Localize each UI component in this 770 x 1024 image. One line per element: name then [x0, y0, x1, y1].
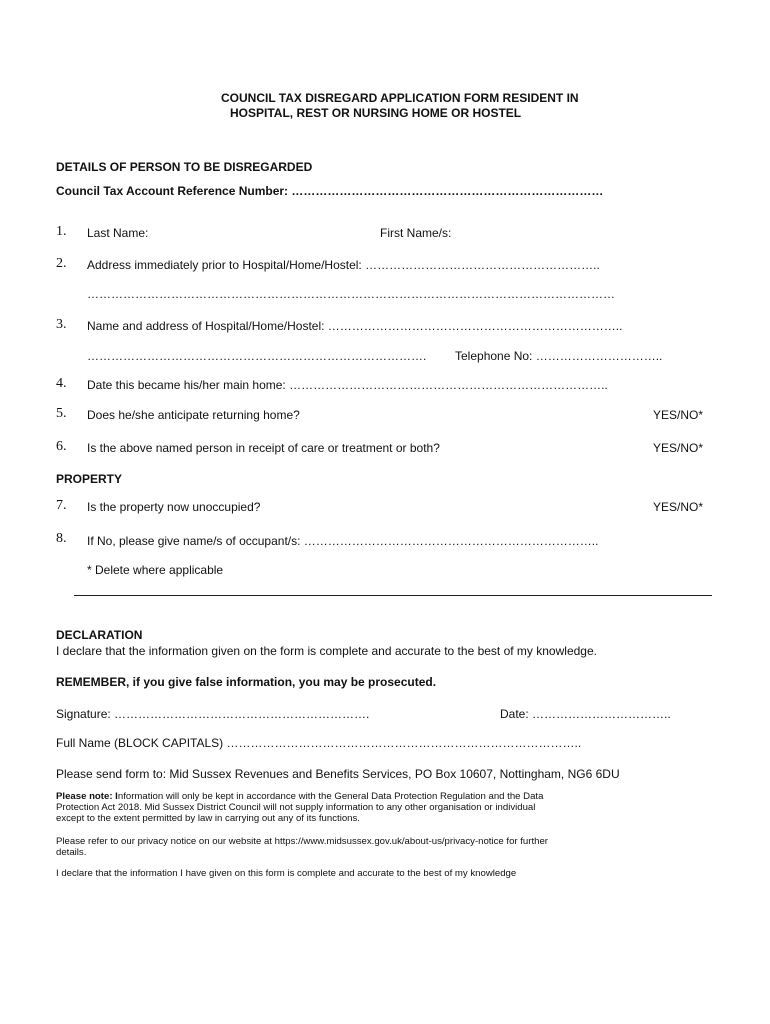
- telephone-field[interactable]: Telephone No: …………………………..: [455, 349, 663, 363]
- account-reference-field[interactable]: Council Tax Account Reference Number: ……………………………………………………………………: [56, 184, 604, 198]
- hospital-address-field[interactable]: Name and address of Hospital/Home/Hostel: ………………………………………………………………..: [87, 319, 623, 333]
- question-number-7: 7.: [56, 498, 67, 513]
- send-address: Please send form to: Mid Sussex Revenues and Benefits Services, PO Box 10607, Nottingham, NG6 6DU: [56, 767, 620, 781]
- returning-home-question: Does he/she anticipate returning home?: [87, 408, 300, 422]
- note-text-line1: nformation will only be kept in accordance with the General Data Protection Regulation and the Data: [117, 791, 544, 802]
- question-number-8: 8.: [56, 531, 67, 546]
- final-declaration: I declare that the information I have given on this form is complete and accurate to the best of my knowledge: [56, 868, 517, 879]
- privacy-notice-line1: Please refer to our privacy notice on our website at https://www.midsussex.gov.uk/about-us/privacy-notice for further: [56, 836, 548, 847]
- main-home-date-field[interactable]: Date this became his/her main home: ……………………………………………………………………..: [87, 378, 608, 392]
- unoccupied-answer[interactable]: YES/NO*: [653, 500, 704, 514]
- hospital-address-line2[interactable]: ………………………………………………………………………….: [87, 349, 427, 363]
- question-number-5: 5.: [56, 406, 67, 421]
- question-number-2: 2.: [56, 256, 67, 271]
- unoccupied-question: Is the property now unoccupied?: [87, 500, 261, 514]
- declaration-heading: DECLARATION: [56, 628, 143, 642]
- note-text-line2: Protection Act 2018. Mid Sussex District Council will not supply information to any other organisation or individual: [56, 802, 536, 813]
- property-heading: PROPERTY: [56, 472, 123, 486]
- question-number-1: 1.: [56, 224, 67, 239]
- signature-field[interactable]: Signature: ……………………………………………………….: [56, 707, 370, 721]
- returning-home-answer[interactable]: YES/NO*: [653, 408, 704, 422]
- delete-note: * Delete where applicable: [87, 563, 224, 577]
- declaration-text: I declare that the information given on the form is complete and accurate to the best of my knowledge.: [56, 644, 597, 658]
- false-info-warning: REMEMBER, if you give false information, you may be prosecuted.: [56, 675, 437, 689]
- care-treatment-question: Is the above named person in receipt of care or treatment or both?: [87, 441, 440, 455]
- form-title-line2: HOSPITAL, REST OR NURSING HOME OR HOSTEL: [230, 106, 522, 120]
- last-name-field[interactable]: Last Name:: [87, 226, 149, 240]
- question-number-6: 6.: [56, 439, 67, 454]
- question-number-4: 4.: [56, 376, 67, 391]
- care-treatment-answer[interactable]: YES/NO*: [653, 441, 704, 455]
- occupants-field[interactable]: If No, please give name/s of occupant/s: ………………………………………………………………..: [87, 534, 599, 548]
- full-name-field[interactable]: Full Name (BLOCK CAPITALS) ……………………………………………………………………………..: [56, 736, 582, 750]
- previous-address-field[interactable]: Address immediately prior to Hospital/Home/Hostel: …………………………………………………..: [87, 258, 600, 272]
- note-text-line3: except to the extent permitted by law in carrying out any of its functions.: [56, 813, 360, 824]
- first-name-field[interactable]: First Name/s:: [380, 226, 452, 240]
- form-title-line1: COUNCIL TAX DISREGARD APPLICATION FORM RESIDENT IN: [221, 91, 579, 105]
- details-heading: DETAILS OF PERSON TO BE DISREGARDED: [56, 160, 313, 174]
- question-number-3: 3.: [56, 317, 67, 332]
- date-field[interactable]: Date: ……………………………..: [500, 707, 671, 721]
- section-divider: [74, 595, 712, 596]
- data-protection-note: [56, 791, 543, 802]
- privacy-notice-line2: details.: [56, 847, 87, 858]
- note-label: Please note: I: [56, 791, 118, 802]
- previous-address-line2[interactable]: ……………………………………………………………………………………………………………………: [87, 287, 615, 301]
